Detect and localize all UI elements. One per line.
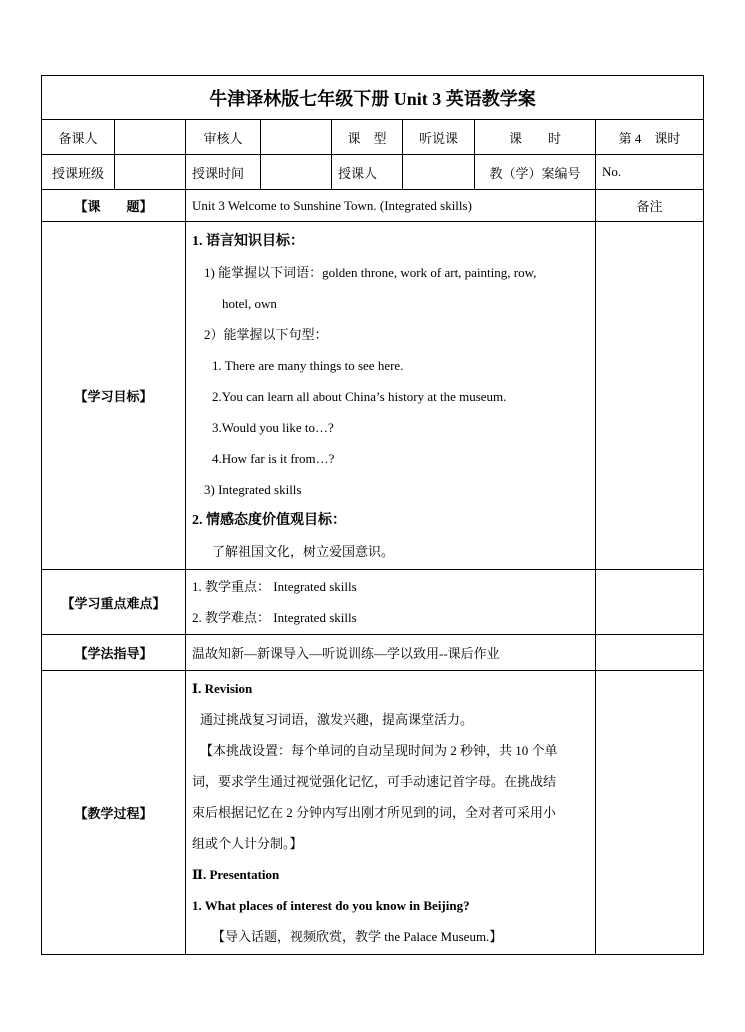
teacher-value [403, 155, 475, 190]
notes-label: 备注 [596, 190, 704, 222]
objectives-row [42, 222, 704, 570]
question-1-note: 【导入话题，视频欣赏，教学 the Palace Museum.】 [212, 929, 503, 944]
key-points-row [42, 570, 704, 635]
revision-title: Ⅰ. Revision [192, 681, 253, 696]
class-label: 授课班级 [42, 155, 115, 190]
lesson-plan-table [41, 75, 704, 955]
objective-heading-2: 2. 情感态度价值观目标： [192, 513, 346, 528]
teacher-label: 授课人 [332, 155, 403, 190]
key-points-notes [596, 570, 704, 635]
topic-label: 【课 题】 [42, 190, 186, 222]
pattern-3: 3.Would you like to…? [212, 420, 334, 435]
revision-line-3: 束后根据记忆在 2 分钟内写出刚才所见到的词，全对者可采用小 [192, 805, 557, 820]
process-label: 【教学过程】 [42, 671, 186, 955]
plan-no-value: No. [596, 155, 704, 190]
vocab-cont: hotel, own [222, 296, 277, 311]
pattern-2: 2.You can learn all about China’s history at the museum. [212, 389, 507, 404]
question-1: 1. What places of interest do you know in Beijing? [192, 898, 470, 913]
reviewer-label: 审核人 [186, 120, 261, 155]
revision-intro: 通过挑战复习词语，激发兴趣，提高课堂活力。 [200, 712, 474, 727]
objectives-content [186, 222, 596, 570]
time-value [261, 155, 332, 190]
header-row-1 [42, 120, 704, 155]
method-row [42, 635, 704, 671]
focus-point: 1. 教学重点： Integrated skills [192, 579, 357, 594]
document-title: 牛津译林版七年级下册 Unit 3 英语教学案 [42, 76, 704, 120]
preparer-value [115, 120, 186, 155]
integrated-skills: 3) Integrated skills [204, 482, 302, 497]
header-row-2 [42, 155, 704, 190]
process-row [42, 671, 704, 955]
preparer-label: 备课人 [42, 120, 115, 155]
revision-line-4: 组或个人计分制。】 [192, 836, 303, 851]
plan-no-label: 教（学）案编号 [475, 155, 596, 190]
lesson-type-label: 课 型 [332, 120, 403, 155]
method-value: 温故知新—新课导入—听说训练—学以致用--课后作业 [186, 635, 596, 671]
title-row [42, 76, 704, 120]
process-content [186, 671, 596, 955]
key-points-content [186, 570, 596, 635]
period-value: 第 4 课时 [596, 120, 704, 155]
pattern-4: 4.How far is it from…? [212, 451, 335, 466]
objectives-notes [596, 222, 704, 570]
presentation-title: Ⅱ. Presentation [192, 867, 280, 882]
topic-row [42, 190, 704, 222]
patterns-intro: 2）能掌握以下句型： [204, 327, 328, 342]
lesson-type-value: 听说课 [403, 120, 475, 155]
method-label: 【学法指导】 [42, 635, 186, 671]
revision-line-2: 词，要求学生通过视觉强化记忆，可手动速记首字母。在挑战结 [192, 774, 557, 789]
class-value [115, 155, 186, 190]
pattern-1: 1. There are many things to see here. [212, 358, 404, 373]
period-label: 课 时 [475, 120, 596, 155]
attitude-goal: 了解祖国文化，树立爱国意识。 [212, 544, 395, 559]
method-notes [596, 635, 704, 671]
reviewer-value [261, 120, 332, 155]
vocab-intro: 1) 能掌握以下词语：golden throne, work of art, painting, row, [204, 265, 537, 280]
key-points-label: 【学习重点难点】 [42, 570, 186, 635]
topic-value: Unit 3 Welcome to Sunshine Town. (Integrated skills) [186, 190, 596, 222]
objective-heading-1: 1. 语言知识目标： [192, 234, 304, 249]
difficulty-point: 2. 教学难点： Integrated skills [192, 610, 357, 625]
revision-line-1: 【本挑战设置：每个单词的自动呈现时间为 2 秒钟，共 10 个单 [200, 743, 558, 758]
objectives-label: 【学习目标】 [42, 222, 186, 570]
process-notes [596, 671, 704, 955]
time-label: 授课时间 [186, 155, 261, 190]
